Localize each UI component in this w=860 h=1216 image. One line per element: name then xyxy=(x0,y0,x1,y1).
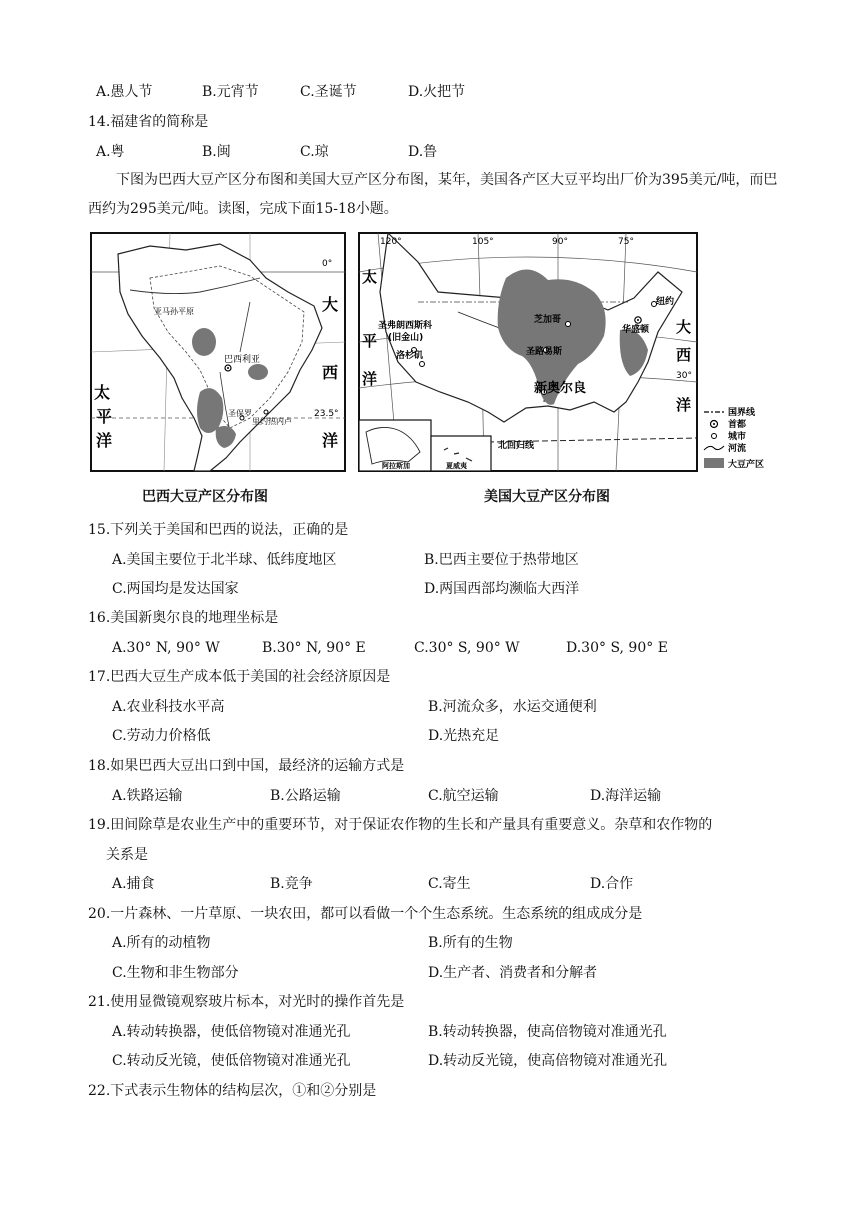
legend-label: 城市 xyxy=(728,432,747,442)
q21-options-row1 xyxy=(0,1022,860,1042)
option-a: A.转动转换器，使低倍物镜对准通光孔 xyxy=(112,1024,351,1040)
label-lon-120: 120° xyxy=(380,237,402,247)
option-a: A.美国主要位于北半球、低纬度地区 xyxy=(112,552,337,568)
option-c: C.转动反光镜，使低倍物镜对准通光孔 xyxy=(112,1053,351,1069)
ocean-label-pacific-1: 太 xyxy=(362,268,378,286)
usa-map-caption: 美国大豆产区分布图 xyxy=(484,489,610,505)
ocean-label-atlantic-3: 洋 xyxy=(322,431,339,450)
option-b: B.30° N, 90° E xyxy=(262,640,366,656)
q14-options xyxy=(0,142,860,162)
option-a: A.所有的动植物 xyxy=(112,935,211,951)
option-c: C.琼 xyxy=(300,144,329,160)
label-sao-paulo: 圣保罗 xyxy=(228,409,252,418)
option-c: C.寄生 xyxy=(428,876,471,892)
label-tropic: 北回归线 xyxy=(498,441,535,451)
option-b: B.河流众多，水运交通便利 xyxy=(428,699,597,715)
option-c: C.30° S, 90° W xyxy=(414,640,520,656)
soybean-area xyxy=(248,364,268,380)
ocean-label-atlantic-1: 大 xyxy=(322,295,339,314)
q18-options xyxy=(0,786,860,806)
option-d: D.30° S, 90° E xyxy=(566,640,668,656)
label-lon-75: 75° xyxy=(618,237,634,247)
label-san-francisco-alt: (旧金山) xyxy=(388,333,424,343)
question-22-stem: 22.下式表示生物体的结构层次，①和②分别是 xyxy=(88,1083,377,1099)
option-a: A.愚人节 xyxy=(96,84,153,100)
legend-label: 大豆产区 xyxy=(728,460,765,470)
label-lat-30: 30° xyxy=(676,371,692,381)
ocean-label-pacific-1: 太 xyxy=(94,383,111,402)
label-alaska: 阿拉斯加 xyxy=(382,462,410,470)
label-lon-105: 105° xyxy=(472,237,494,247)
q16-options xyxy=(0,638,860,658)
question-19-stem-continued: 关系是 xyxy=(106,847,148,863)
brazil-map-caption: 巴西大豆产区分布图 xyxy=(142,489,268,505)
option-b: B.转动转换器，使高倍物镜对准通光孔 xyxy=(428,1024,667,1040)
city-legend-icon xyxy=(712,434,717,439)
option-c: C.圣诞节 xyxy=(300,84,357,100)
question-18-stem: 18.如果巴西大豆出口到中国，最经济的运输方式是 xyxy=(88,758,405,774)
option-a: A.铁路运输 xyxy=(112,788,183,804)
label-chicago: 芝加哥 xyxy=(534,315,562,325)
label-lon-90: 90° xyxy=(552,237,568,247)
option-b: B.元宵节 xyxy=(202,84,259,100)
label-brasilia: 巴西利亚 xyxy=(224,355,261,365)
label-los-angeles: 洛杉矶 xyxy=(396,351,424,361)
q20-options-row2 xyxy=(0,963,860,983)
option-d: D.转动反光镜，使高倍物镜对准通光孔 xyxy=(428,1053,668,1069)
label-amazon-plain: 亚马孙平原 xyxy=(154,307,194,316)
legend-label: 河流 xyxy=(728,444,747,454)
soybean-legend-icon xyxy=(704,458,724,468)
question-16-stem: 16.美国新奥尔良的地理坐标是 xyxy=(88,610,279,626)
usa-map xyxy=(358,232,698,472)
label-new-york: 纽约 xyxy=(656,297,675,307)
option-c: C.劳动力价格低 xyxy=(112,728,211,744)
legend-symbols xyxy=(702,406,780,474)
question-15-stem: 15.下列关于美国和巴西的说法，正确的是 xyxy=(88,522,349,538)
option-a: A.30° N, 90° W xyxy=(112,640,220,656)
option-d: D.光热充足 xyxy=(428,728,500,744)
option-c: C.生物和非生物部分 xyxy=(112,965,239,981)
city-marker xyxy=(420,362,425,367)
q15-options-row2 xyxy=(0,579,860,599)
intro-paragraph: 下图为巴西大豆产区分布图和美国大豆产区分布图，某年，美国各产区大豆平均出厂价为395美元/吨，而巴西约为295美元/吨。读图，完成下面15-18小题。 xyxy=(88,172,778,217)
question-17-stem: 17.巴西大豆生产成本低于美国的社会经济原因是 xyxy=(88,669,391,685)
ocean-label-pacific-2: 平 xyxy=(96,407,113,426)
ocean-label-atlantic-2: 西 xyxy=(322,363,339,382)
q17-options-row1 xyxy=(0,697,860,717)
legend-label: 国界线 xyxy=(728,408,756,418)
label-hawaii: 夏威夷 xyxy=(446,462,467,470)
option-b: B.所有的生物 xyxy=(428,935,513,951)
legend-label: 首都 xyxy=(728,420,747,430)
label-rio: 里约热内卢 xyxy=(252,417,292,426)
option-b: B.巴西主要位于热带地区 xyxy=(424,552,579,568)
ocean-label-pacific-3: 洋 xyxy=(362,370,378,388)
option-b: B.竞争 xyxy=(270,876,313,892)
q21-options-row2 xyxy=(0,1051,860,1071)
label-st-louis: 圣路易斯 xyxy=(526,347,563,357)
q19-options xyxy=(0,874,860,894)
map-figure xyxy=(90,232,780,512)
ocean-label-pacific-3: 洋 xyxy=(96,431,113,450)
map-legend xyxy=(702,406,780,474)
option-d: D.合作 xyxy=(590,876,634,892)
label-tropic: 23.5° xyxy=(314,409,339,419)
label-washington: 华盛顿 xyxy=(622,325,650,335)
label-san-francisco: 圣弗朗西斯科 xyxy=(378,321,433,331)
option-a: A.农业科技水平高 xyxy=(112,699,225,715)
ocean-label-atlantic-3: 洋 xyxy=(676,396,692,414)
soybean-area xyxy=(192,328,216,356)
river-legend-icon xyxy=(704,446,724,450)
ocean-label-pacific-2: 平 xyxy=(362,332,378,350)
ocean-label-atlantic-2: 西 xyxy=(676,346,692,364)
question-21-stem: 21.使用显微镜观察玻片标本，对光时的操作首先是 xyxy=(88,994,405,1010)
brazil-map xyxy=(90,232,346,472)
option-b: B.公路运输 xyxy=(270,788,341,804)
label-equator: 0° xyxy=(322,259,333,269)
option-d: D.两国西部均濒临大西洋 xyxy=(424,581,580,597)
option-d: D.火把节 xyxy=(408,84,466,100)
option-d: D.生产者、消费者和分解者 xyxy=(428,965,598,981)
option-c: C.航空运输 xyxy=(428,788,499,804)
q20-options-row1 xyxy=(0,933,860,953)
option-a: A.粤 xyxy=(96,144,125,160)
q15-options-row1 xyxy=(0,550,860,570)
option-d: D.海洋运输 xyxy=(590,788,662,804)
option-d: D.鲁 xyxy=(408,144,438,160)
city-marker xyxy=(264,410,268,414)
option-c: C.两国均是发达国家 xyxy=(112,581,239,597)
option-b: B.闽 xyxy=(202,144,231,160)
label-new-orleans: 新奥尔良 xyxy=(534,381,587,396)
q17-options-row2 xyxy=(0,726,860,746)
q13-options xyxy=(0,82,860,102)
city-marker xyxy=(566,322,571,327)
question-20-stem: 20.一片森林、一片草原、一块农田，都可以看做一个个生态系统。生态系统的组成成分是 xyxy=(88,906,643,922)
question-14-stem: 14.福建省的简称是 xyxy=(88,114,209,130)
question-19-stem: 19.田间除草是农业生产中的重要环节，对于保证农作物的生长和产量具有重要意义。杂草和农作物的 xyxy=(88,817,713,833)
ocean-label-atlantic-1: 大 xyxy=(676,318,692,336)
option-a: A.捕食 xyxy=(112,876,155,892)
